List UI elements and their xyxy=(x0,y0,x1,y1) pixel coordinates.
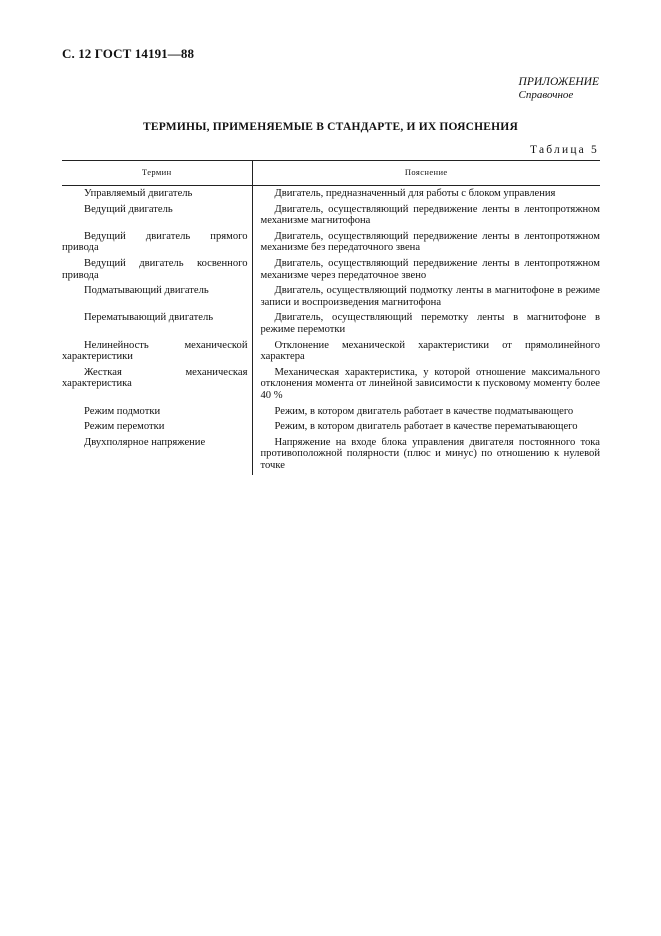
term-cell xyxy=(62,406,252,422)
term-text: Управляемый двигатель xyxy=(84,188,193,199)
explanation-text: Механическая характеристика, у которой отношение максимального отклонения момента от линейной зависимости к пусковому моменту более 40 % xyxy=(260,366,600,401)
term-text: Нелинейность механической характеристики xyxy=(62,339,248,363)
term-text: Жесткая механическая характеристика xyxy=(62,366,248,390)
explanation-cell xyxy=(252,437,600,476)
term-cell xyxy=(62,186,252,204)
table-row xyxy=(62,186,600,204)
column-header-term: Термин xyxy=(62,161,252,186)
explanation-cell xyxy=(252,367,600,406)
table-row xyxy=(62,204,600,231)
term-cell xyxy=(62,204,252,231)
term-text: Режим подмотки xyxy=(84,405,161,417)
table-row xyxy=(62,340,600,367)
term-cell xyxy=(62,437,252,476)
explanation-cell xyxy=(252,312,600,339)
explanation-text: Двигатель, осуществляющий передвижение ленты в лентопротяжном механизме без передаточного звена xyxy=(260,230,600,254)
explanation-text: Напряжение на входе блока управления двигателя постоянного тока противоположной полярности (плюс и минус) по отношению к нулевой точке xyxy=(260,436,600,471)
appendix-title: ПРИЛОЖЕНИЕ xyxy=(518,76,599,88)
document-title: ТЕРМИНЫ, ПРИМЕНЯЕМЫЕ В СТАНДАРТЕ, И ИХ ПОЯСНЕНИЯ xyxy=(143,121,518,133)
term-text: Двухполярное напряжение xyxy=(84,436,206,448)
explanation-cell xyxy=(252,406,600,422)
table-row xyxy=(62,421,600,437)
explanation-text: Режим, в котором двигатель работает в качестве подматывающего xyxy=(274,405,574,417)
table-label: Таблица 5 xyxy=(530,144,599,156)
terms-table xyxy=(62,160,600,475)
appendix-subtitle: Справочное xyxy=(518,89,574,101)
term-cell xyxy=(62,258,252,285)
explanation-text: Двигатель, предназначенный для работы с блоком управления xyxy=(274,188,556,199)
explanation-cell xyxy=(252,186,600,204)
term-text: Ведущий двигатель xyxy=(84,203,173,215)
term-text: Режим перемотки xyxy=(84,421,165,433)
explanation-text: Двигатель, осуществляющий подмотку ленты в магнитофоне в режиме записи и воспроизведения магнитофона xyxy=(260,285,600,308)
term-cell xyxy=(62,231,252,258)
page-header: С. 12 ГОСТ 14191—88 xyxy=(62,46,195,61)
table-row xyxy=(62,231,600,258)
terms-table-container xyxy=(62,160,600,475)
table-row xyxy=(62,437,600,476)
table-row xyxy=(62,406,600,422)
explanation-text: Отклонение механической характеристики от прямолинейного характера xyxy=(260,339,600,363)
term-cell xyxy=(62,340,252,367)
explanation-text: Режим, в котором двигатель работает в качестве перематывающего xyxy=(274,421,578,433)
term-cell xyxy=(62,312,252,339)
explanation-text: Двигатель, осуществляющий передвижение ленты в лентопротяжном механизме магнитофона xyxy=(260,203,600,227)
explanation-cell xyxy=(252,340,600,367)
explanation-text: Двигатель, осуществляющий перемотку ленты в магнитофоне в режиме перемотки xyxy=(260,312,600,335)
term-cell xyxy=(62,421,252,437)
explanation-cell xyxy=(252,258,600,285)
term-cell xyxy=(62,285,252,312)
column-header-explanation: Пояснение xyxy=(252,161,600,186)
explanation-text: Двигатель, осуществляющий передвижение ленты в лентопротяжном механизме через передаточное звено xyxy=(260,257,600,281)
table-row xyxy=(62,367,600,406)
table-row xyxy=(62,312,600,339)
explanation-cell xyxy=(252,421,600,437)
term-text: Перематывающий двигатель xyxy=(84,312,214,324)
table-row xyxy=(62,285,600,312)
term-cell xyxy=(62,367,252,406)
explanation-cell xyxy=(252,231,600,258)
appendix-label xyxy=(519,76,599,102)
explanation-cell xyxy=(252,285,600,312)
term-text: Подматывающий двигатель xyxy=(84,285,209,297)
term-text: Ведущий двигатель косвенного привода xyxy=(62,257,248,281)
term-text: Ведущий двигатель прямого привода xyxy=(62,230,248,254)
explanation-cell xyxy=(252,204,600,231)
table-header-row xyxy=(62,161,600,186)
table-row xyxy=(62,258,600,285)
